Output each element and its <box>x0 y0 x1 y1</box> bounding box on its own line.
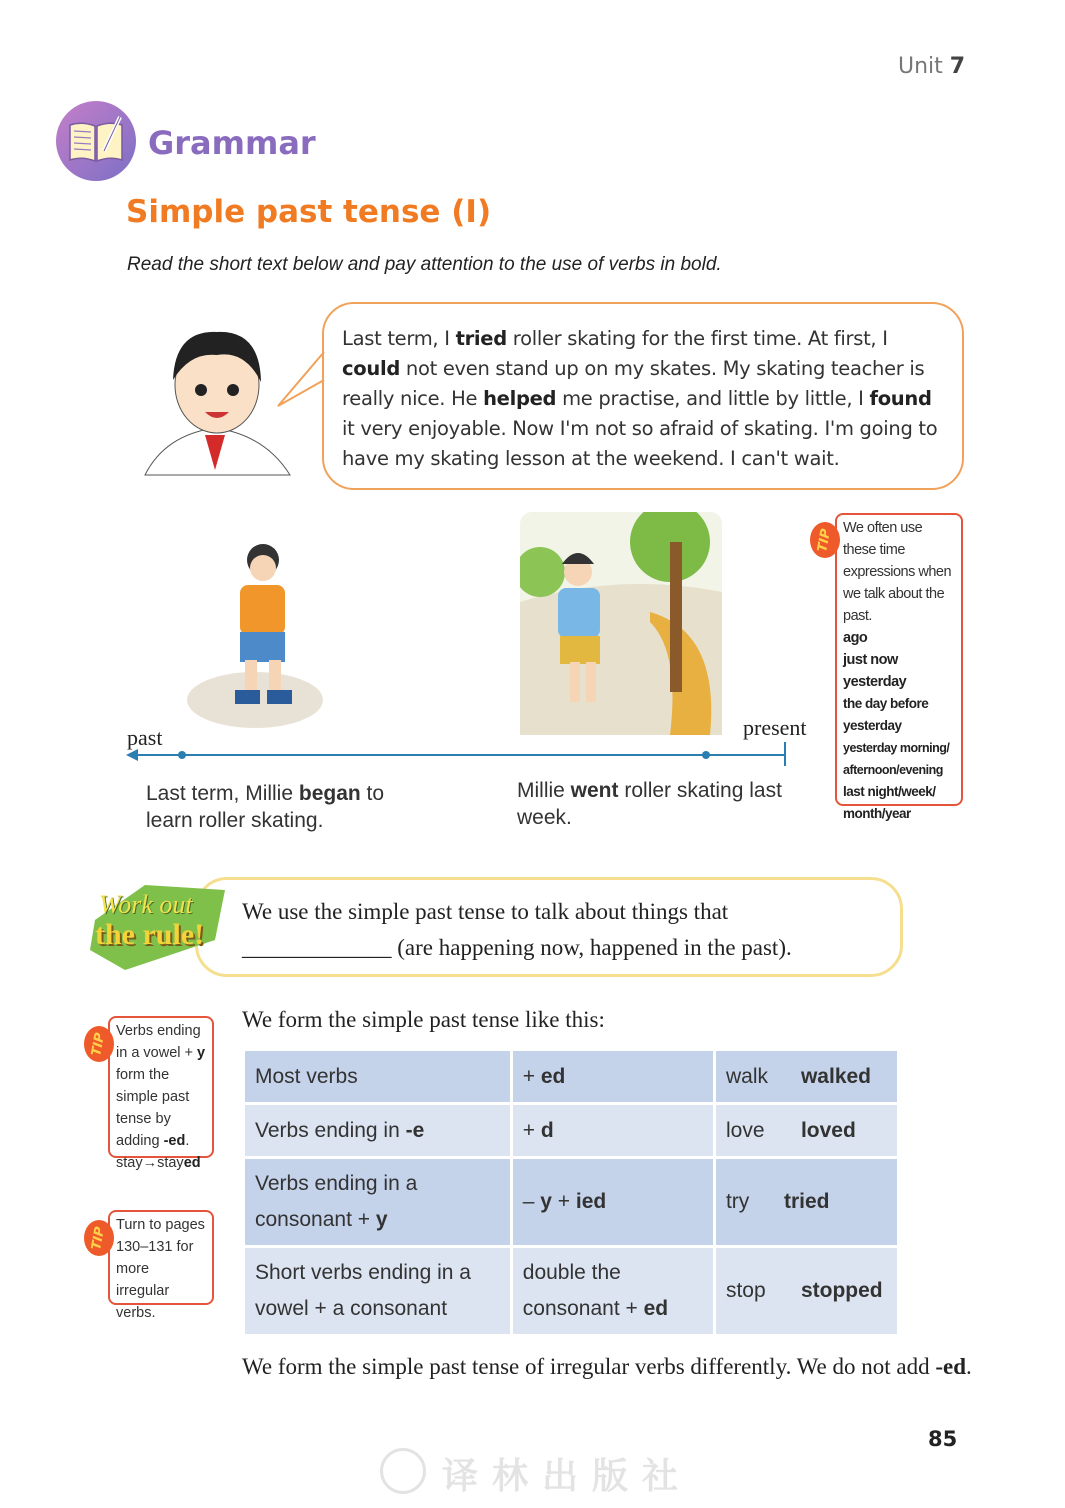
table-row <box>244 1050 899 1104</box>
tip-irregular: Turn to pages 130–131 for more irregular verbs. <box>108 1210 214 1305</box>
tip-expression: last night/week/ month/year <box>843 784 936 821</box>
speech-text: me practise, and little by little, I <box>556 387 870 410</box>
past-verb: stopped <box>800 1279 883 1302</box>
tip-bold: ed <box>183 1155 201 1171</box>
book-pen-icon <box>56 101 136 181</box>
rule-text: Short verbs ending in a vowel + a consonant <box>255 1261 471 1320</box>
rule-line1: We use the simple past tense to talk about things that <box>242 899 729 924</box>
rule-bold: y <box>375 1208 388 1231</box>
past-verb: loved <box>800 1118 856 1142</box>
past-verb: walked <box>800 1064 872 1088</box>
change-cell <box>511 1247 714 1336</box>
timeline-dot <box>178 751 186 759</box>
speech-text: it very enjoyable. Now I'm not so afraid of skating. I'm going to have my skating lesson at the weekend. I can't wait. <box>342 417 938 470</box>
tip-expression: the day before yesterday <box>843 696 929 733</box>
work-out-rule-badge <box>85 880 235 972</box>
tip-expression: yesterday morning/ afternoon/evening <box>843 741 950 777</box>
speech-text: Last term, I <box>342 327 456 350</box>
badge-line1: Work out <box>99 890 193 919</box>
rule-bold: -e <box>405 1118 425 1142</box>
tip-badge-text: TIP <box>89 1031 109 1057</box>
instruction: Read the short text below and pay attention to the use of verbs in bold. <box>127 254 722 275</box>
tip-bold: y <box>197 1045 206 1061</box>
tip-text: stay <box>157 1155 184 1171</box>
bold-verb: helped <box>483 387 557 410</box>
note-bold: -ed <box>935 1354 967 1379</box>
base-verb: walk <box>725 1064 768 1088</box>
unit-text: Unit <box>898 54 943 79</box>
bold-verb: went <box>570 779 619 802</box>
unit-number: 7 <box>949 54 966 79</box>
table-row <box>244 1104 899 1158</box>
change-cell <box>511 1158 714 1247</box>
girl-illustration <box>135 310 295 478</box>
speech-text: roller skating for the first time. At first, I <box>506 327 888 350</box>
tip-text: Verbs ending in a vowel + <box>116 1023 201 1061</box>
change-text: + <box>551 1190 576 1213</box>
base-verb: love <box>725 1118 765 1142</box>
example-cell <box>714 1158 898 1247</box>
rule-options: (are happening now, happened in the past). <box>391 935 792 960</box>
speech-bubble <box>322 302 964 490</box>
example-cell <box>714 1247 898 1336</box>
timeline-past-label: past <box>127 725 163 750</box>
timeline-dot <box>702 751 710 759</box>
rule-cell <box>244 1050 512 1104</box>
tip-intro: We often use these time expressions when we talk about the past. <box>843 520 952 624</box>
speech-tail <box>276 350 326 410</box>
form-intro: We form the simple past tense like this: <box>242 1007 605 1032</box>
rule-cell <box>244 1104 512 1158</box>
bold-verb: tried <box>455 327 507 350</box>
example-cell <box>714 1104 898 1158</box>
caption-text: roller skating last week. <box>517 779 782 829</box>
base-verb: try <box>725 1190 750 1213</box>
tip-expression: ago <box>843 630 868 646</box>
bold-verb: could <box>342 357 400 380</box>
timeline-line <box>130 754 786 756</box>
tip-time-expressions <box>835 513 963 821</box>
bold-verb: began <box>298 782 361 805</box>
tip-badge <box>84 1220 114 1256</box>
tip-bold: -ed <box>163 1133 186 1149</box>
rule-cell <box>244 1158 512 1247</box>
skater-beginner-illustration <box>185 540 325 730</box>
change-text: + <box>522 1064 541 1088</box>
table-row <box>244 1247 899 1336</box>
caption-began <box>146 780 436 834</box>
tip-expression: yesterday <box>843 674 907 690</box>
caption-text: Millie <box>517 779 571 802</box>
caption-text: Last term, Millie <box>146 782 299 805</box>
publisher-logo-icon <box>380 1448 426 1494</box>
change-text: + <box>522 1118 541 1142</box>
table-row <box>244 1158 899 1247</box>
publisher-watermark: 译林出版社 <box>442 1455 693 1497</box>
timeline-present-marker <box>784 742 786 766</box>
caption-went <box>517 777 787 831</box>
page-number: 85 <box>928 1427 958 1451</box>
tip-text: form the simple past tense by adding <box>116 1067 190 1149</box>
note-text: We form the simple past tense of irregular verbs differently. We do not add <box>242 1354 936 1379</box>
timeline-present-label: present <box>743 715 807 740</box>
speech-text: not even stand up on my skates. My skating teacher is really nice. He <box>342 357 925 410</box>
tip-text: . stay <box>116 1133 190 1171</box>
rule-text: Verbs ending in <box>255 1118 406 1142</box>
rule-text: Most verbs <box>255 1064 358 1088</box>
change-text: – <box>522 1190 541 1213</box>
arrow-left-icon <box>126 748 138 762</box>
skater-park-illustration <box>520 512 722 735</box>
past-verb: tried <box>783 1190 830 1213</box>
badge-line2: the rule! <box>95 918 205 951</box>
unit-label <box>898 54 965 79</box>
change-bold: y <box>540 1190 552 1213</box>
change-cell <box>511 1050 714 1104</box>
tip-expression: just now <box>843 652 898 668</box>
base-verb: stop <box>725 1279 766 1302</box>
change-cell <box>511 1104 714 1158</box>
example-cell <box>714 1050 898 1104</box>
note-text: . <box>966 1354 972 1379</box>
page-title: Simple past tense (I) <box>126 194 492 230</box>
change-text: double the consonant + <box>522 1261 644 1320</box>
rule-text: Verbs ending in a consonant + <box>255 1172 418 1231</box>
irregular-note <box>242 1349 972 1385</box>
past-tense-rules-table <box>242 1048 900 1337</box>
caption-text: to learn roller skating. <box>146 782 385 832</box>
change-bold: ed <box>540 1064 566 1088</box>
change-bold: d <box>540 1118 554 1142</box>
answer-blank[interactable]: _____________ <box>242 935 392 960</box>
tip-vowel-y <box>108 1016 214 1171</box>
change-bold: ied <box>575 1190 607 1213</box>
tip-badge <box>810 522 840 558</box>
tip-badge-text: TIP <box>815 527 835 553</box>
rule-text <box>242 894 792 966</box>
bold-verb: found <box>869 387 932 410</box>
arrow-right-icon: → <box>142 1155 158 1171</box>
tip-badge-text: TIP <box>89 1225 109 1251</box>
tip-badge <box>84 1026 114 1062</box>
change-bold: ed <box>643 1297 669 1320</box>
section-name: Grammar <box>148 124 316 162</box>
rule-cell <box>244 1247 512 1336</box>
